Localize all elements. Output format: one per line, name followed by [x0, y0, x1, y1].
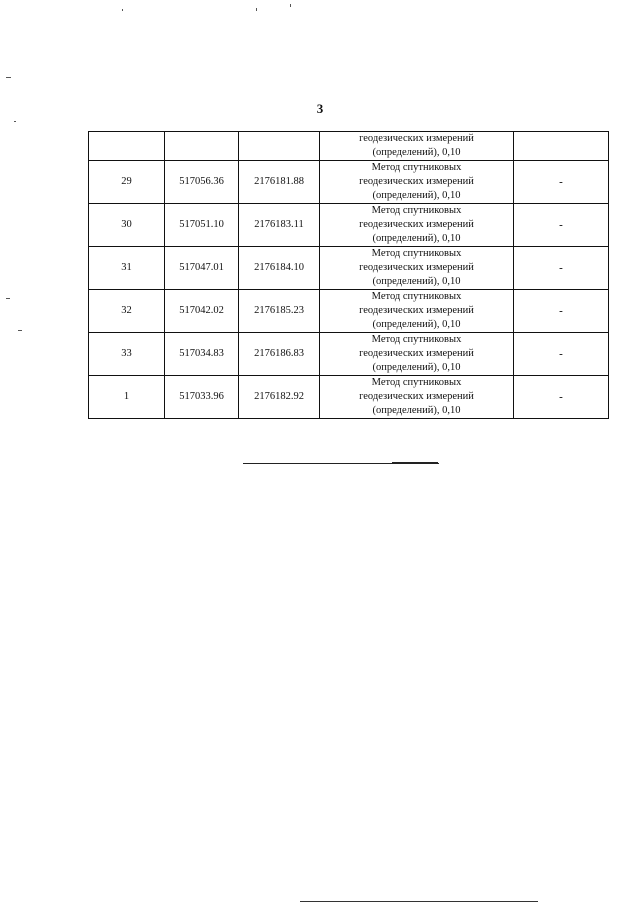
- method-line: геодезических измерений: [359, 176, 474, 187]
- scan-speck: [6, 77, 11, 78]
- note-cell: -: [514, 161, 609, 204]
- method-line: геодезических измерений: [359, 391, 474, 402]
- scan-speck: [256, 8, 257, 11]
- x-coordinate-cell: [165, 132, 239, 161]
- method-cell: [320, 132, 514, 161]
- y-coordinate-cell: 2176184.10: [239, 247, 320, 290]
- scan-speck: [18, 330, 22, 331]
- method-cell: [320, 161, 514, 204]
- scan-edge-line: [300, 901, 538, 902]
- end-divider-accent: [392, 462, 438, 464]
- method-line: (определений), 0,10: [372, 362, 461, 373]
- method-line: Метод спутниковых: [371, 248, 462, 259]
- coordinates-table: [88, 131, 609, 419]
- method-line: Метод спутниковых: [371, 334, 462, 345]
- point-number-cell: 32: [89, 290, 165, 333]
- point-number-cell: [89, 132, 165, 161]
- note-cell: [514, 132, 609, 161]
- method-cell: [320, 333, 514, 376]
- scan-speck: [6, 298, 10, 299]
- method-line: (определений), 0,10: [372, 147, 461, 158]
- table-row: [89, 132, 609, 161]
- method-line: (определений), 0,10: [372, 405, 461, 416]
- note-cell: -: [514, 204, 609, 247]
- note-cell: -: [514, 376, 609, 419]
- method-line: Метод спутниковых: [371, 291, 462, 302]
- method-line: геодезических измерений: [359, 133, 474, 144]
- table-row: [89, 376, 609, 419]
- y-coordinate-cell: 2176185.23: [239, 290, 320, 333]
- method-line: (определений), 0,10: [372, 276, 461, 287]
- table-row: [89, 247, 609, 290]
- x-coordinate-cell: 517042.02: [165, 290, 239, 333]
- y-coordinate-cell: 2176186.83: [239, 333, 320, 376]
- table-row: [89, 161, 609, 204]
- method-line: Метод спутниковых: [371, 205, 462, 216]
- method-line: геодезических измерений: [359, 305, 474, 316]
- method-line: Метод спутниковых: [371, 377, 462, 388]
- table-row: [89, 333, 609, 376]
- table-row: [89, 204, 609, 247]
- scan-speck: [122, 9, 123, 11]
- x-coordinate-cell: 517056.36: [165, 161, 239, 204]
- page-number: 3: [316, 101, 324, 116]
- method-cell: [320, 247, 514, 290]
- point-number-cell: 29: [89, 161, 165, 204]
- y-coordinate-cell: 2176183.11: [239, 204, 320, 247]
- point-number-cell: 33: [89, 333, 165, 376]
- method-cell: [320, 376, 514, 419]
- table-row: [89, 290, 609, 333]
- note-cell: -: [514, 247, 609, 290]
- point-number-cell: 31: [89, 247, 165, 290]
- x-coordinate-cell: 517034.83: [165, 333, 239, 376]
- method-line: (определений), 0,10: [372, 190, 461, 201]
- x-coordinate-cell: 517047.01: [165, 247, 239, 290]
- y-coordinate-cell: [239, 132, 320, 161]
- note-cell: -: [514, 333, 609, 376]
- method-line: Метод спутниковых: [371, 162, 462, 173]
- method-line: геодезических измерений: [359, 348, 474, 359]
- method-cell: [320, 290, 514, 333]
- x-coordinate-cell: 517051.10: [165, 204, 239, 247]
- scan-speck: [14, 121, 16, 122]
- note-cell: -: [514, 290, 609, 333]
- method-line: (определений), 0,10: [372, 319, 461, 330]
- y-coordinate-cell: 2176181.88: [239, 161, 320, 204]
- point-number-cell: 1: [89, 376, 165, 419]
- method-line: геодезических измерений: [359, 262, 474, 273]
- scan-speck: [290, 4, 291, 7]
- y-coordinate-cell: 2176182.92: [239, 376, 320, 419]
- method-line: геодезических измерений: [359, 219, 474, 230]
- point-number-cell: 30: [89, 204, 165, 247]
- method-cell: [320, 204, 514, 247]
- x-coordinate-cell: 517033.96: [165, 376, 239, 419]
- method-line: (определений), 0,10: [372, 233, 461, 244]
